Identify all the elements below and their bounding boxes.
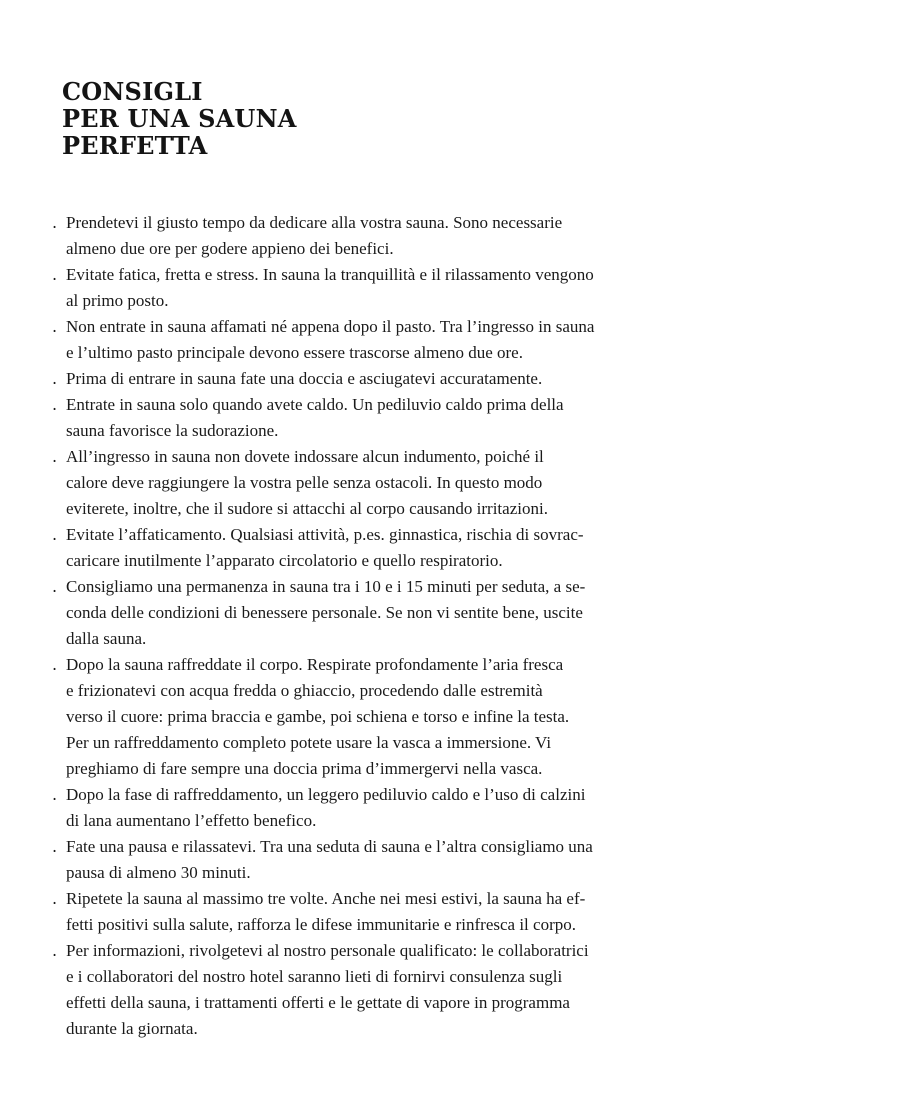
bullet-marker: . xyxy=(52,395,58,414)
bullet-marker: . xyxy=(52,785,58,804)
tip-text-line: e i collaboratori del nostro hotel saranno lieti di fornirvi consulenza sugli xyxy=(66,967,563,986)
bullet-marker: . xyxy=(52,889,58,908)
bullet-marker: . xyxy=(52,447,58,466)
tip-item xyxy=(52,210,692,262)
title-line: PER UNA SAUNA xyxy=(62,104,297,133)
tip-text-line: al primo posto. xyxy=(66,291,169,310)
bullet-marker: . xyxy=(52,941,58,960)
tip-text-line: Fate una pausa e rilassatevi. Tra una seduta di sauna e l’altra consigliamo una xyxy=(66,837,593,856)
tip-text-line: Per un raffreddamento completo potete usare la vasca a immersione. Vi xyxy=(66,733,552,752)
bullet-marker: . xyxy=(52,317,58,336)
tip-text-line: Dopo la fase di raffreddamento, un leggero pediluvio caldo e l’uso di calzini xyxy=(66,785,586,804)
tip-item xyxy=(52,262,692,314)
tip-item xyxy=(52,652,692,782)
tip-text-line: Dopo la sauna raffreddate il corpo. Respirate profondamente l’aria fresca xyxy=(66,655,564,674)
tip-text-line: e frizionatevi con acqua fredda o ghiaccio, procedendo dalle estremità xyxy=(66,681,543,700)
tip-text-line: dalla sauna. xyxy=(66,629,147,648)
bullet-marker: . xyxy=(52,525,58,544)
tip-text-line: verso il cuore: prima braccia e gambe, poi schiena e torso e infine la testa. xyxy=(66,707,570,726)
tip-text-line: preghiamo di fare sempre una doccia prima d’immergervi nella vasca. xyxy=(66,759,543,778)
tip-text-line: Entrate in sauna solo quando avete caldo. Un pediluvio caldo prima della xyxy=(66,395,564,414)
tip-text-line: Consigliamo una permanenza in sauna tra i 10 e i 15 minuti per seduta, a se- xyxy=(66,577,586,596)
bullet-marker: . xyxy=(52,837,58,856)
tip-item xyxy=(52,886,692,938)
tip-text-line: conda delle condizioni di benessere personale. Se non vi sentite bene, uscite xyxy=(66,603,583,622)
tip-item xyxy=(52,834,692,886)
tip-text-line: Ripetete la sauna al massimo tre volte. Anche nei mesi estivi, la sauna ha ef- xyxy=(66,889,586,908)
tip-item xyxy=(52,782,692,834)
bullet-marker: . xyxy=(52,655,58,674)
tip-text-line: Prendetevi il giusto tempo da dedicare alla vostra sauna. Sono necessarie xyxy=(66,213,563,232)
tip-text-line: All’ingresso in sauna non dovete indossare alcun indumento, poiché il xyxy=(66,447,544,466)
tip-text-line: sauna favorisce la sudorazione. xyxy=(66,421,279,440)
tip-text-line: pausa di almeno 30 minuti. xyxy=(66,863,251,882)
tip-text-line: Evitate l’affaticamento. Qualsiasi attività, p.es. ginnastica, rischia di sovrac- xyxy=(66,525,584,544)
tip-text-line: calore deve raggiungere la vostra pelle senza ostacoli. In questo modo xyxy=(66,473,543,492)
page-title xyxy=(62,78,297,159)
tip-item xyxy=(52,444,692,522)
tip-text-line: eviterete, inoltre, che il sudore si attacchi al corpo causando irritazioni. xyxy=(66,499,548,518)
tip-text-line: Per informazioni, rivolgetevi al nostro personale qualificato: le collaboratrici xyxy=(66,941,589,960)
tip-text-line: Evitate fatica, fretta e stress. In sauna la tranquillità e il rilassamento vengono xyxy=(66,265,594,284)
tip-text-line: almeno due ore per godere appieno dei benefici. xyxy=(66,239,394,258)
bullet-marker: . xyxy=(52,577,58,596)
tip-item xyxy=(52,574,692,652)
bullet-marker: . xyxy=(52,369,58,388)
tip-text-line: e l’ultimo pasto principale devono essere trascorse almeno due ore. xyxy=(66,343,523,362)
tip-item xyxy=(52,392,692,444)
tip-text-line: di lana aumentano l’effetto benefico. xyxy=(66,811,317,830)
tip-text-line: effetti della sauna, i trattamenti offerti e le gettate di vapore in programma xyxy=(66,993,570,1012)
tip-text-line: caricare inutilmente l’apparato circolatorio e quello respiratorio. xyxy=(66,551,503,570)
tip-text-line: Prima di entrare in sauna fate una doccia e asciugatevi accuratamente. xyxy=(66,369,543,388)
tip-item xyxy=(52,366,692,392)
title-line: PERFETTA xyxy=(62,131,208,160)
tip-text-line: Non entrate in sauna affamati né appena dopo il pasto. Tra l’ingresso in sauna xyxy=(66,317,595,336)
bullet-marker: . xyxy=(52,213,58,232)
title-line: CONSIGLI xyxy=(62,77,203,106)
bullet-marker: . xyxy=(52,265,58,284)
tip-item xyxy=(52,522,692,574)
tip-item xyxy=(52,314,692,366)
tip-item xyxy=(52,938,692,1042)
tip-text-line: durante la giornata. xyxy=(66,1019,198,1038)
tips-list xyxy=(52,210,692,1042)
tip-text-line: fetti positivi sulla salute, rafforza le difese immunitarie e rinfresca il corpo. xyxy=(66,915,576,934)
